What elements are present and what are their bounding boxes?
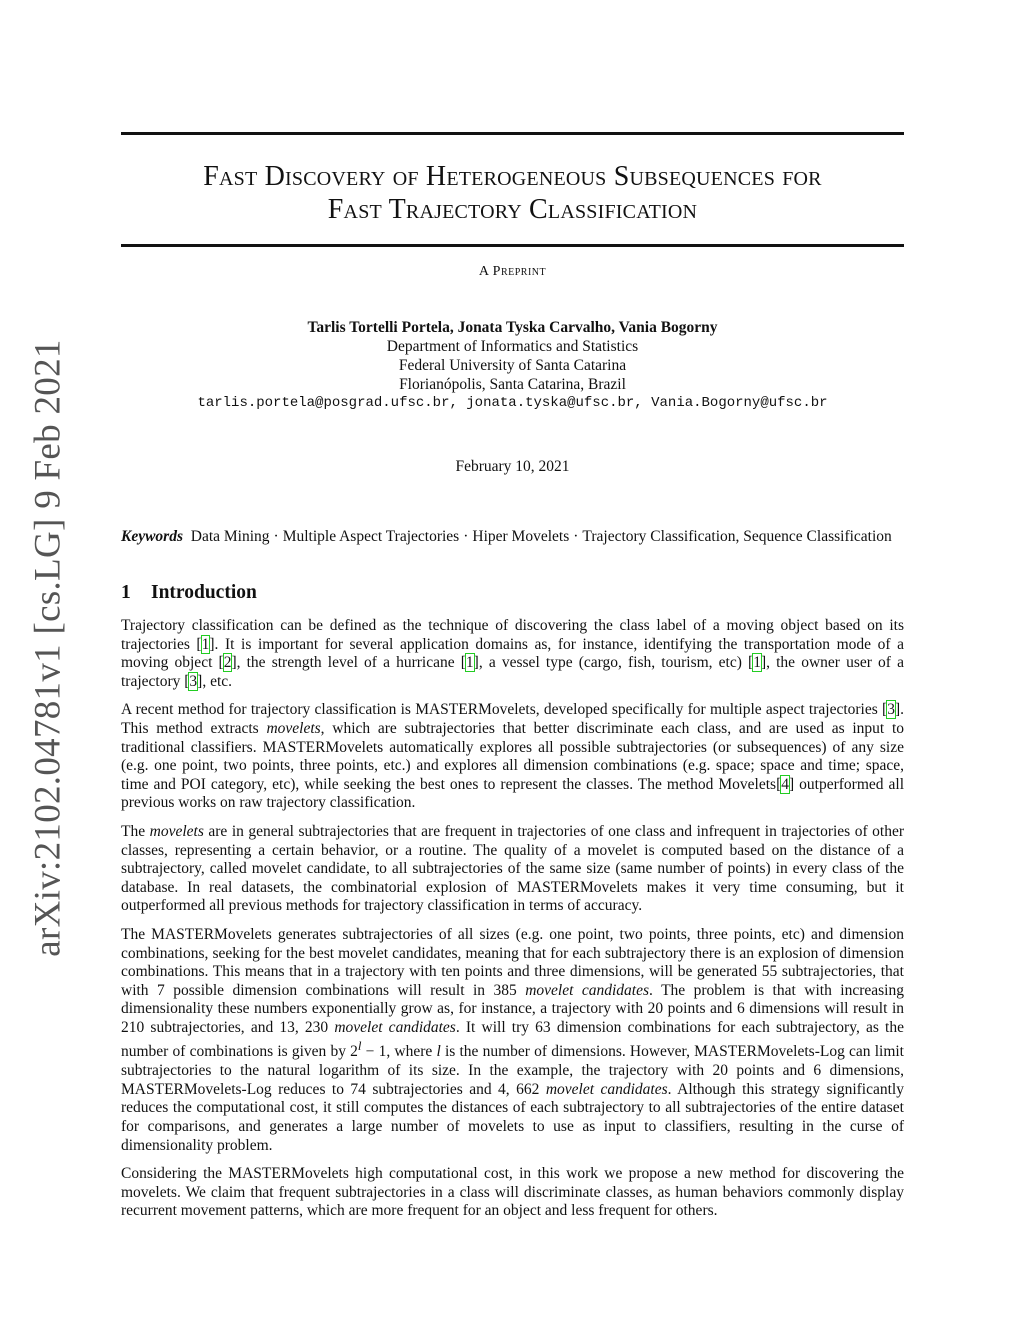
keyword-item: Multiple Aspect Trajectories xyxy=(282,528,460,545)
emphasis-text: movelet candidates xyxy=(334,1018,456,1036)
math-variable: l xyxy=(436,1043,441,1061)
keyword-item: Trajectory Classification, Sequence Classification xyxy=(582,528,892,545)
section-number: 1 xyxy=(121,582,131,603)
text-run: ], the owner user of a trajectory [ xyxy=(121,654,904,690)
text-run: are in general subtrajectories that are frequent in trajectories of one class and infrequent in trajectories of other classes, representing a certain behavior, or a routine. The quality of a movelet is computed based on the distance of a subtrajectory, called movelet candidate, to all subtrajectories of the same size (same number of points) in every class of the database. In real datasets, the combinatorial explosion of MASTERMovelets makes it very time consuming, but it outperformed all previous methods for trajectory classification in terms of accuracy. xyxy=(121,822,904,915)
citation-link[interactable]: 1 xyxy=(753,654,761,672)
citation-link[interactable]: 1 xyxy=(201,635,210,653)
keyword-separator: · xyxy=(573,528,579,545)
emphasis-text: movelets xyxy=(149,822,204,840)
text-run: is the number of dimensions. However, MASTERMovelets-Log can limit subtrajectories to the natural logarithm of its size. In the example, the trajectory with 20 points and 6 dimensions, MASTERMovelets-Log reduces to 74 subtrajectories and 4, 662 xyxy=(121,1043,904,1098)
text-run: The xyxy=(121,822,150,840)
keywords xyxy=(121,527,904,546)
author-block xyxy=(100,318,925,413)
text-run: The MASTERMovelets generates subtrajectories of all sizes (e.g. one point, two points, three points, etc) and dimension combinations, seeking for the best movelet candidates, meaning that for each subtrajectory there is an explosion of dimension combinations. This means that in a trajectory with ten points and three dimensions, will be generated 55 subtrajectories, that with 7 possible dimension combinations will result in 385 xyxy=(121,925,904,999)
keyword-item: Data Mining xyxy=(190,528,270,545)
paragraph-1 xyxy=(121,617,904,691)
body-text xyxy=(121,617,904,1231)
text-run: ], a vessel type (cargo, fish, tourism, etc) [ xyxy=(473,654,754,672)
paragraph-4 xyxy=(121,926,904,1155)
text-run: ] outperformed all previous works on raw trajectory classification. xyxy=(121,775,904,812)
emphasis-text: movelet candidates xyxy=(545,1080,668,1098)
citation-link[interactable]: 3 xyxy=(189,672,198,690)
text-run: Trajectory classification can be defined as the technique of discovering the class label of a moving object based on its trajectories [ xyxy=(121,617,904,653)
keywords-label: Keywords xyxy=(121,528,183,545)
paper-date: February 10, 2021 xyxy=(455,458,570,475)
title-rule-bottom xyxy=(121,244,904,247)
keyword-separator: · xyxy=(463,528,469,545)
preprint-label: A Preprint xyxy=(478,264,547,279)
title-rule-top xyxy=(121,132,904,135)
paper-title xyxy=(121,160,904,226)
section-title: Introduction xyxy=(151,582,257,603)
text-run: ]. It is important for several application domains as, for instance, identifying the transportation mode of a moving object [ xyxy=(121,635,905,672)
author-names: Tarlis Tortelli Portela, Jonata Tyska Carvalho, Vania Bogorny xyxy=(307,319,718,336)
text-run: ]. This method extracts xyxy=(121,701,904,737)
math-superscript: l xyxy=(357,1038,362,1054)
section-heading xyxy=(121,582,904,604)
emphasis-text: movelet candidates xyxy=(525,981,650,999)
emphasis-text: movelets xyxy=(266,719,321,737)
text-run: . Although this strategy significantly reduces the computational cost, it still computes the distances of each subtrajectory to all subtrajectories of the entire dataset for comparisons, and generates a large number of movelets to use as input to classifiers, resulting in the curse of dimensionality problem. xyxy=(121,1080,904,1154)
text-run: , which are subtrajectories that better discriminate each class, and are used as input to traditional classifiers. MASTERMovelets automatically explores all possible subtrajectories (or subsequences) of any size (e.g. one point, two points, three points, etc.) and explores all dimension combinations (e.g. space; space and time; space, time and POI category, etc), while seeking the best ones to represent the classes. The method Movelets[ xyxy=(121,719,904,793)
citation-link[interactable]: 3 xyxy=(887,701,895,719)
citation-link[interactable]: 4 xyxy=(781,775,789,793)
arxiv-stamp: arXiv:2102.04781v1 [cs.LG] 9 Feb 2021 xyxy=(27,339,69,957)
citation-link[interactable]: 1 xyxy=(465,654,474,672)
text-run: ], etc. xyxy=(197,672,233,690)
text-run: A recent method for trajectory classification is MASTERMovelets, developed specifically for multiple aspect trajectories [ xyxy=(121,701,888,719)
paragraph-3 xyxy=(121,823,904,916)
keyword-separator: · xyxy=(273,528,279,545)
text-run: . The problem is that with increasing dimensionality these numbers exponentially grow as, for instance, a trajectory with 20 points and 6 dimensions will result in 210 subtrajectories, and 13, 230 xyxy=(121,981,904,1036)
text-run: − 1, where xyxy=(361,1043,437,1061)
title-line-2: Fast Trajectory Classification xyxy=(327,194,698,225)
paragraph-2 xyxy=(121,701,904,813)
keyword-item: Hiper Movelets xyxy=(472,528,570,545)
text-run: Considering the MASTERMovelets high computational cost, in this work we propose a new method for discovering the movelets. We claim that frequent subtrajectories in a class will discriminate classes, as human behaviors commonly display recurrent movement patterns, which are more frequent for an object and less frequent for others. xyxy=(121,1165,904,1220)
author-university: Federal University of Santa Catarina xyxy=(398,357,627,374)
author-department: Department of Informatics and Statistics xyxy=(386,338,639,355)
paragraph-5 xyxy=(121,1165,904,1221)
author-emails: tarlis.portela@posgrad.ufsc.br, jonata.tyska@ufsc.br, Vania.Bogorny@ufsc.br xyxy=(197,395,828,411)
author-location: Florianópolis, Santa Catarina, Brazil xyxy=(399,376,626,393)
citation-link[interactable]: 2 xyxy=(223,654,232,672)
title-line-1: Fast Discovery of Heterogeneous Subsequences for xyxy=(203,161,822,192)
text-run: ], the strength level of a hurricane [ xyxy=(231,654,466,672)
text-run: . It will try 63 dimension combinations for each subtrajectory, as the number of combinations is given by 2 xyxy=(121,1018,904,1061)
